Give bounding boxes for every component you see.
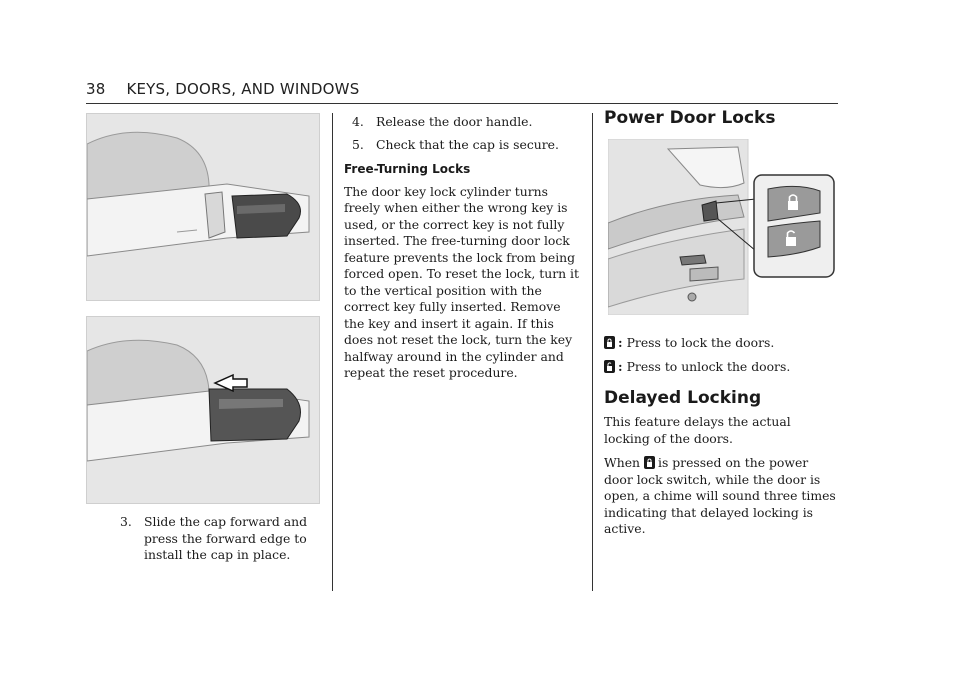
lock-closed-icon bbox=[604, 336, 615, 349]
door-handle-cap-removed-figure bbox=[86, 113, 320, 301]
unlock-description: Press to unlock the doors. bbox=[626, 359, 791, 374]
step-4 bbox=[344, 114, 580, 131]
step-3 bbox=[120, 514, 320, 564]
power-door-lock-switch-figure bbox=[608, 139, 836, 315]
power-door-lock-switch-illustration bbox=[608, 139, 836, 315]
left-column bbox=[120, 514, 320, 564]
door-handle-cap-install-illustration bbox=[87, 317, 319, 503]
lock-open-icon bbox=[604, 360, 615, 373]
right-column bbox=[604, 110, 840, 546]
free-turning-locks-heading: Free-Turning Locks bbox=[344, 162, 471, 176]
unlock-symbol-row bbox=[604, 359, 840, 376]
header-rule bbox=[86, 103, 838, 104]
delayed-p2-rest: is pressed on the power door lock switch, while the door is open, a chime will sound three times indicating that delayed locking is active. bbox=[604, 455, 836, 536]
column-divider-1 bbox=[332, 113, 333, 591]
delayed-locking-title: Delayed Locking bbox=[604, 387, 762, 408]
step-text: Slide the cap forward and press the forward edge to install the cap in place. bbox=[144, 514, 308, 562]
free-turning-locks-paragraph: The door key lock cylinder turns freely when either the wrong key is used, or the correct key is not fully inserted. The free-turning door lock feature prevents the lock from being forced open. To reset the lock, turn it to the vertical position with the correct key fully inserted. Remove the key and insert it again. If this does not reset the lock, turn the key halfway around in the cylinder and repeat the reset procedure. bbox=[344, 183, 579, 380]
lock-colon: : bbox=[618, 334, 623, 350]
column-divider-2 bbox=[592, 113, 593, 591]
door-handle-cap-removed-illustration bbox=[87, 114, 319, 300]
middle-column bbox=[344, 114, 580, 390]
page-header bbox=[86, 80, 359, 98]
step-text: Check that the cap is secure. bbox=[376, 136, 559, 152]
power-door-locks-title: Power Door Locks bbox=[604, 108, 776, 128]
delayed-locking-paragraph-2 bbox=[604, 455, 840, 538]
lock-closed-icon bbox=[644, 456, 655, 469]
step-number: 5. bbox=[352, 136, 364, 152]
step-number: 4. bbox=[352, 114, 364, 129]
page-number: 38 bbox=[86, 80, 106, 98]
unlock-colon: : bbox=[618, 359, 623, 374]
delayed-locking-paragraph-1: This feature delays the actual locking of the doors. bbox=[604, 414, 791, 446]
lock-symbol-row bbox=[604, 335, 840, 352]
lock-description: Press to lock the doors. bbox=[626, 334, 775, 350]
section-title: KEYS, DOORS, AND WINDOWS bbox=[126, 80, 360, 98]
step-number: 3. bbox=[120, 514, 132, 529]
step-5 bbox=[344, 137, 580, 154]
delayed-p2-lead: When bbox=[604, 455, 641, 470]
door-handle-cap-install-figure bbox=[86, 316, 320, 504]
step-text: Release the door handle. bbox=[376, 114, 533, 129]
